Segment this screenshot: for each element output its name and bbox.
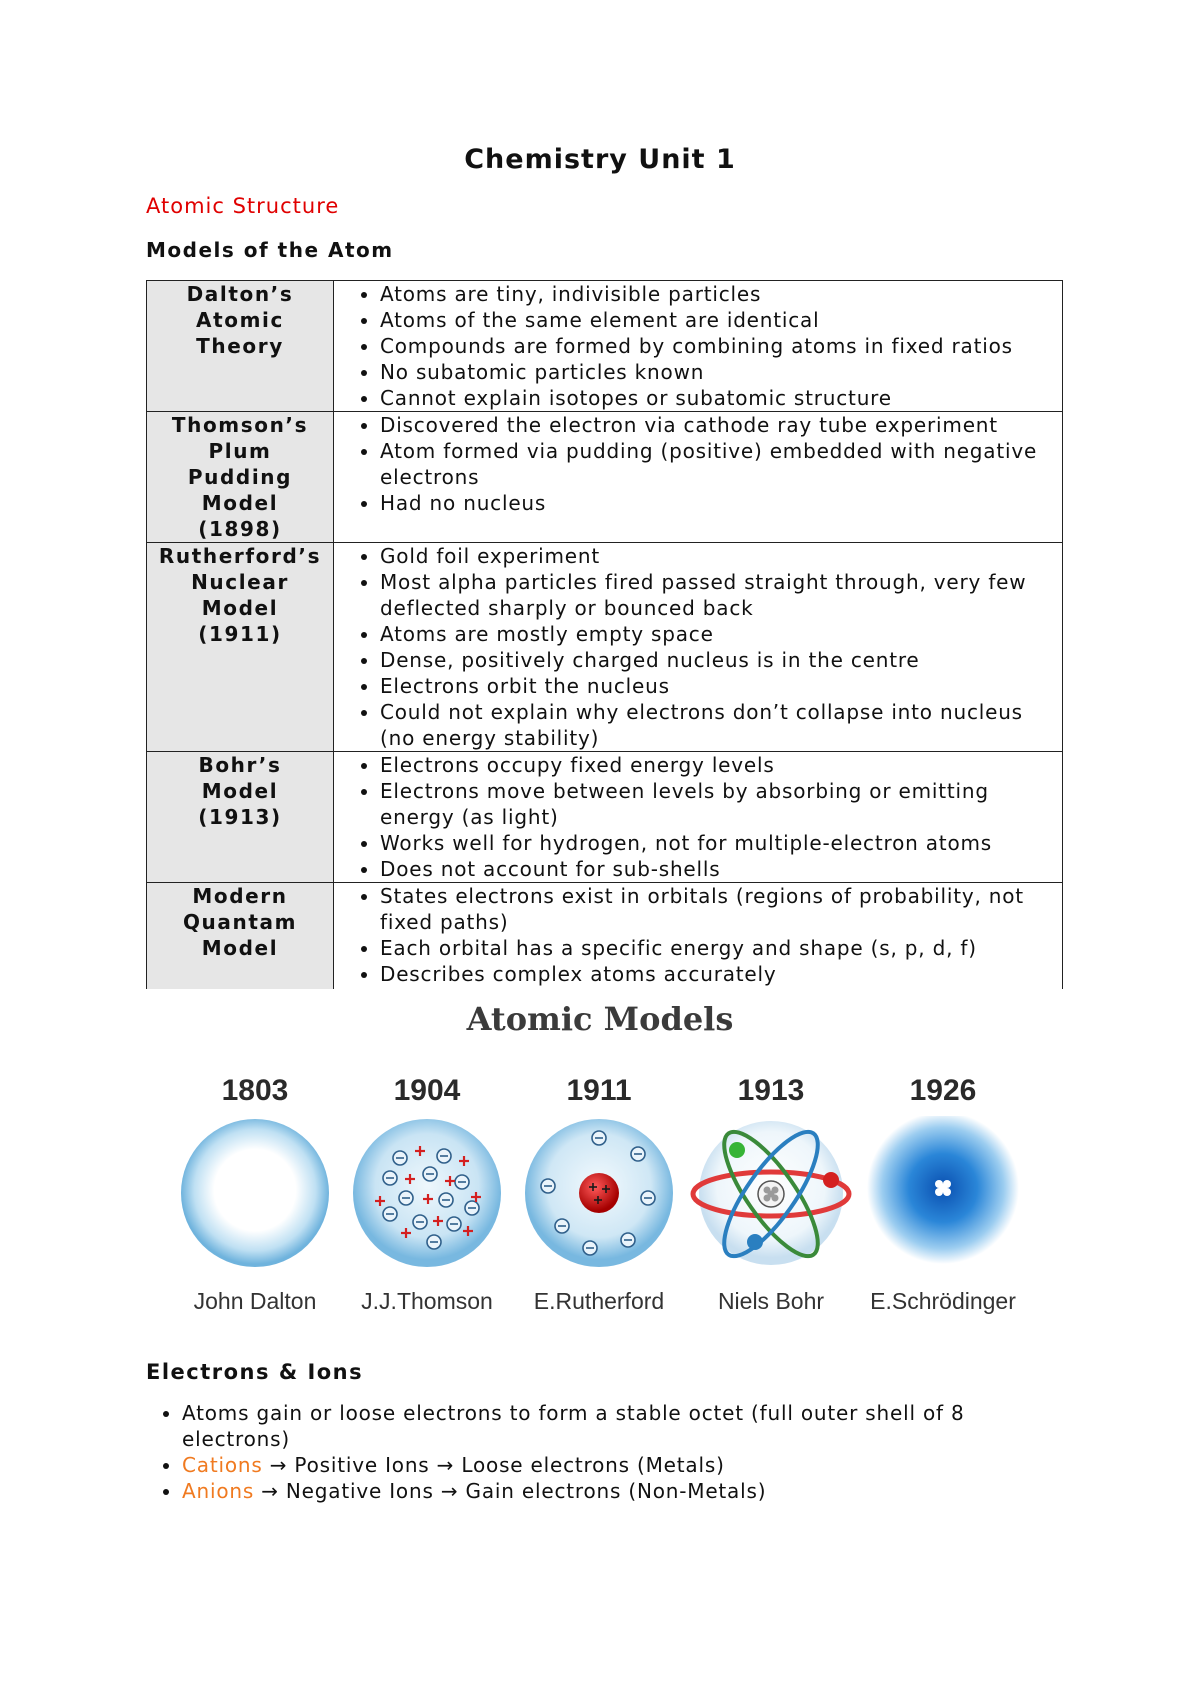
list-item: • Electrons orbit the nucleus — [380, 673, 1052, 699]
sub-heading: Models of the Atom — [146, 238, 394, 262]
list-item: • Each orbital has a specific energy and shape (s, p, d, f) — [380, 935, 1052, 961]
table-row — [147, 752, 1063, 883]
anions-term: Anions — [182, 1479, 255, 1503]
section-heading: Atomic Structure — [146, 194, 340, 218]
ions-list — [146, 1400, 1062, 1504]
list-item: • Atoms are tiny, indivisible particles — [380, 281, 1052, 307]
list-item: • Cannot explain isotopes or subatomic structure — [380, 385, 1052, 411]
list-item: • States electrons exist in orbitals (regions of probability, not fixed paths) — [380, 883, 1052, 935]
model-points — [334, 281, 1062, 411]
figure-year: 1913 — [737, 1074, 805, 1107]
figure-name: E.Schrödinger — [870, 1288, 1016, 1314]
figure-item — [686, 1074, 856, 1315]
table-row — [147, 412, 1063, 543]
list-item: • Does not account for sub-shells — [380, 856, 1052, 882]
list-item: • Atoms of the same element are identical — [380, 307, 1052, 333]
list-item: • Electrons move between levels by absorbing or emitting energy (as light) — [380, 778, 1052, 830]
model-points — [334, 752, 1062, 882]
figure-item — [514, 1074, 684, 1315]
model-name: Modern Quantam Model — [147, 883, 334, 989]
model-points — [334, 543, 1062, 751]
plum-pudding-icon — [350, 1116, 504, 1270]
table-row — [147, 543, 1063, 752]
model-points — [334, 883, 1062, 987]
list-item: • Had no nucleus — [380, 490, 1052, 516]
bohr-orbit-icon — [689, 1116, 853, 1270]
model-name: Dalton’s Atomic Theory — [147, 281, 334, 412]
figure-item — [170, 1074, 340, 1315]
models-table — [146, 280, 1063, 989]
list-item: • Compounds are formed by combining atoms in fixed ratios — [380, 333, 1052, 359]
list-item: • Electrons occupy fixed energy levels — [380, 752, 1052, 778]
list-item: • Anions → Negative Ions → Gain electrons (Non-Metals) — [182, 1478, 1062, 1504]
figure-title: Atomic Models — [466, 1000, 734, 1038]
list-item: • No subatomic particles known — [380, 359, 1052, 385]
list-item: • Atoms are mostly empty space — [380, 621, 1052, 647]
list-item: • Describes complex atoms accurately — [380, 961, 1052, 987]
table-row — [147, 883, 1063, 989]
model-name: Bohr’s Model (1913) — [147, 752, 334, 883]
page-title: Chemistry Unit 1 — [464, 144, 736, 175]
model-name: Thomson’s Plum Pudding Model (1898) — [147, 412, 334, 543]
list-item: • Atoms gain or loose electrons to form a stable octet (full outer shell of 8 electrons) — [182, 1400, 1062, 1452]
list-item: • Discovered the electron via cathode ray tube experiment — [380, 412, 1052, 438]
figure-item — [342, 1074, 512, 1315]
list-item: • Cations → Positive Ions → Loose electrons (Metals) — [182, 1452, 1062, 1478]
figure-name: E.Rutherford — [533, 1288, 665, 1314]
nuclear-atom-icon — [522, 1116, 676, 1270]
figure-year: 1911 — [566, 1074, 632, 1107]
list-item: • Works well for hydrogen, not for multiple-electron atoms — [380, 830, 1052, 856]
atomic-models-figure — [160, 996, 1040, 1324]
model-name: Rutherford’s Nuclear Model (1911) — [147, 543, 334, 752]
figure-item — [858, 1074, 1028, 1315]
electron-cloud-icon — [866, 1116, 1020, 1270]
list-item: • Atom formed via pudding (positive) embedded with negative electrons — [380, 438, 1052, 490]
ions-heading: Electrons & Ions — [146, 1360, 364, 1384]
table-row — [147, 281, 1063, 412]
list-item: • Dense, positively charged nucleus is in the centre — [380, 647, 1052, 673]
figure-year: 1904 — [393, 1074, 461, 1107]
list-item: • Most alpha particles fired passed straight through, very few deflected sharply or bounced back — [380, 569, 1052, 621]
cations-term: Cations — [182, 1453, 263, 1477]
list-item: • Gold foil experiment — [380, 543, 1052, 569]
figure-year: 1803 — [221, 1074, 289, 1107]
figure-name: J.J.Thomson — [361, 1288, 493, 1314]
dalton-sphere-icon — [178, 1116, 332, 1270]
figure-year: 1926 — [909, 1074, 977, 1107]
list-item: • Could not explain why electrons don’t collapse into nucleus (no energy stability) — [380, 699, 1052, 751]
figure-name: John Dalton — [193, 1288, 317, 1314]
figure-name: Niels Bohr — [717, 1288, 825, 1314]
model-points — [334, 412, 1062, 516]
